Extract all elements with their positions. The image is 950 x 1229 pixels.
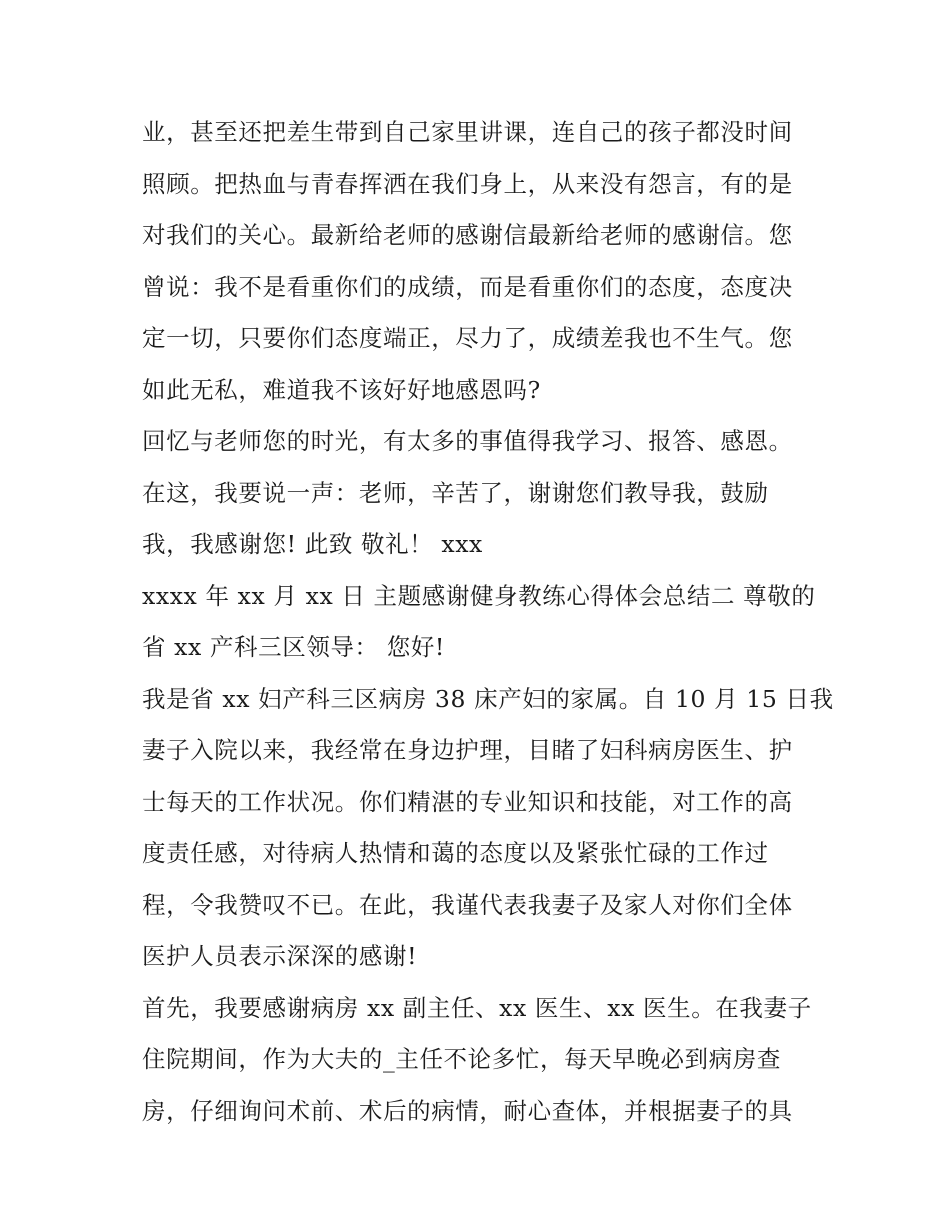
- text-line: 业，甚至还把差生带到自己家里讲课，连自己的孩子都没时间: [142, 118, 793, 146]
- text-line: 定一切，只要你们态度端正，尽力了，成绩差我也不生气。您: [142, 324, 793, 352]
- text-line: 曾说：我不是看重你们的成绩，而是看重你们的态度，态度决: [142, 272, 793, 301]
- text-line: 省 xx 产科三区领导： 您好!: [142, 633, 445, 661]
- text-line: 士每天的工作状况。你们精湛的专业知识和技能，对工作的高: [142, 787, 793, 816]
- text-line: 首先，我要感谢病房 xx 副主任、xx 医生、xx 医生。在我妻子: [142, 993, 812, 1022]
- text-line: 回忆与老师您的时光，有太多的事值得我学习、报答、感恩。: [142, 427, 793, 455]
- text-line: 程，令我赞叹不已。在此，我谨代表我妻子及家人对你们全体: [142, 890, 793, 919]
- text-line: 在这，我要说一声：老师，辛苦了，谢谢您们教导我，鼓励: [142, 478, 769, 507]
- text-line: xxxx 年 xx 月 xx 日 主题感谢健身教练心得体会总结二 尊敬的: [142, 581, 816, 610]
- text-line: 对我们的关心。最新给老师的感谢信最新给老师的感谢信。您: [142, 221, 793, 249]
- text-line: 照顾。把热血与青春挥洒在我们身上，从来没有怨言，有的是: [142, 169, 793, 198]
- text-line: 房，仔细询问术前、术后的病情，耐心查体，并根据妻子的具: [142, 1096, 793, 1125]
- text-line: 住院期间，作为大夫的_主任不论多忙，每天早晚必到病房查: [142, 1045, 781, 1073]
- text-line: 如此无私，难道我不该好好地感恩吗?: [142, 375, 541, 404]
- text-line: 度责任感，对待病人热情和蔼的态度以及紧张忙碌的工作过: [142, 839, 769, 867]
- text-line: 我，我感谢您! 此致 敬礼！ xxx: [142, 530, 483, 558]
- body-text: [142, 107, 834, 1137]
- text-line: 妻子入院以来，我经常在身边护理，目睹了妇科病房医生、护: [142, 736, 793, 764]
- text-line: 医护人员表示深深的感谢!: [142, 942, 418, 970]
- text-line: 我是省 xx 妇产科三区病房 38 床产妇的家属。自 10 月 15 日我: [142, 684, 834, 713]
